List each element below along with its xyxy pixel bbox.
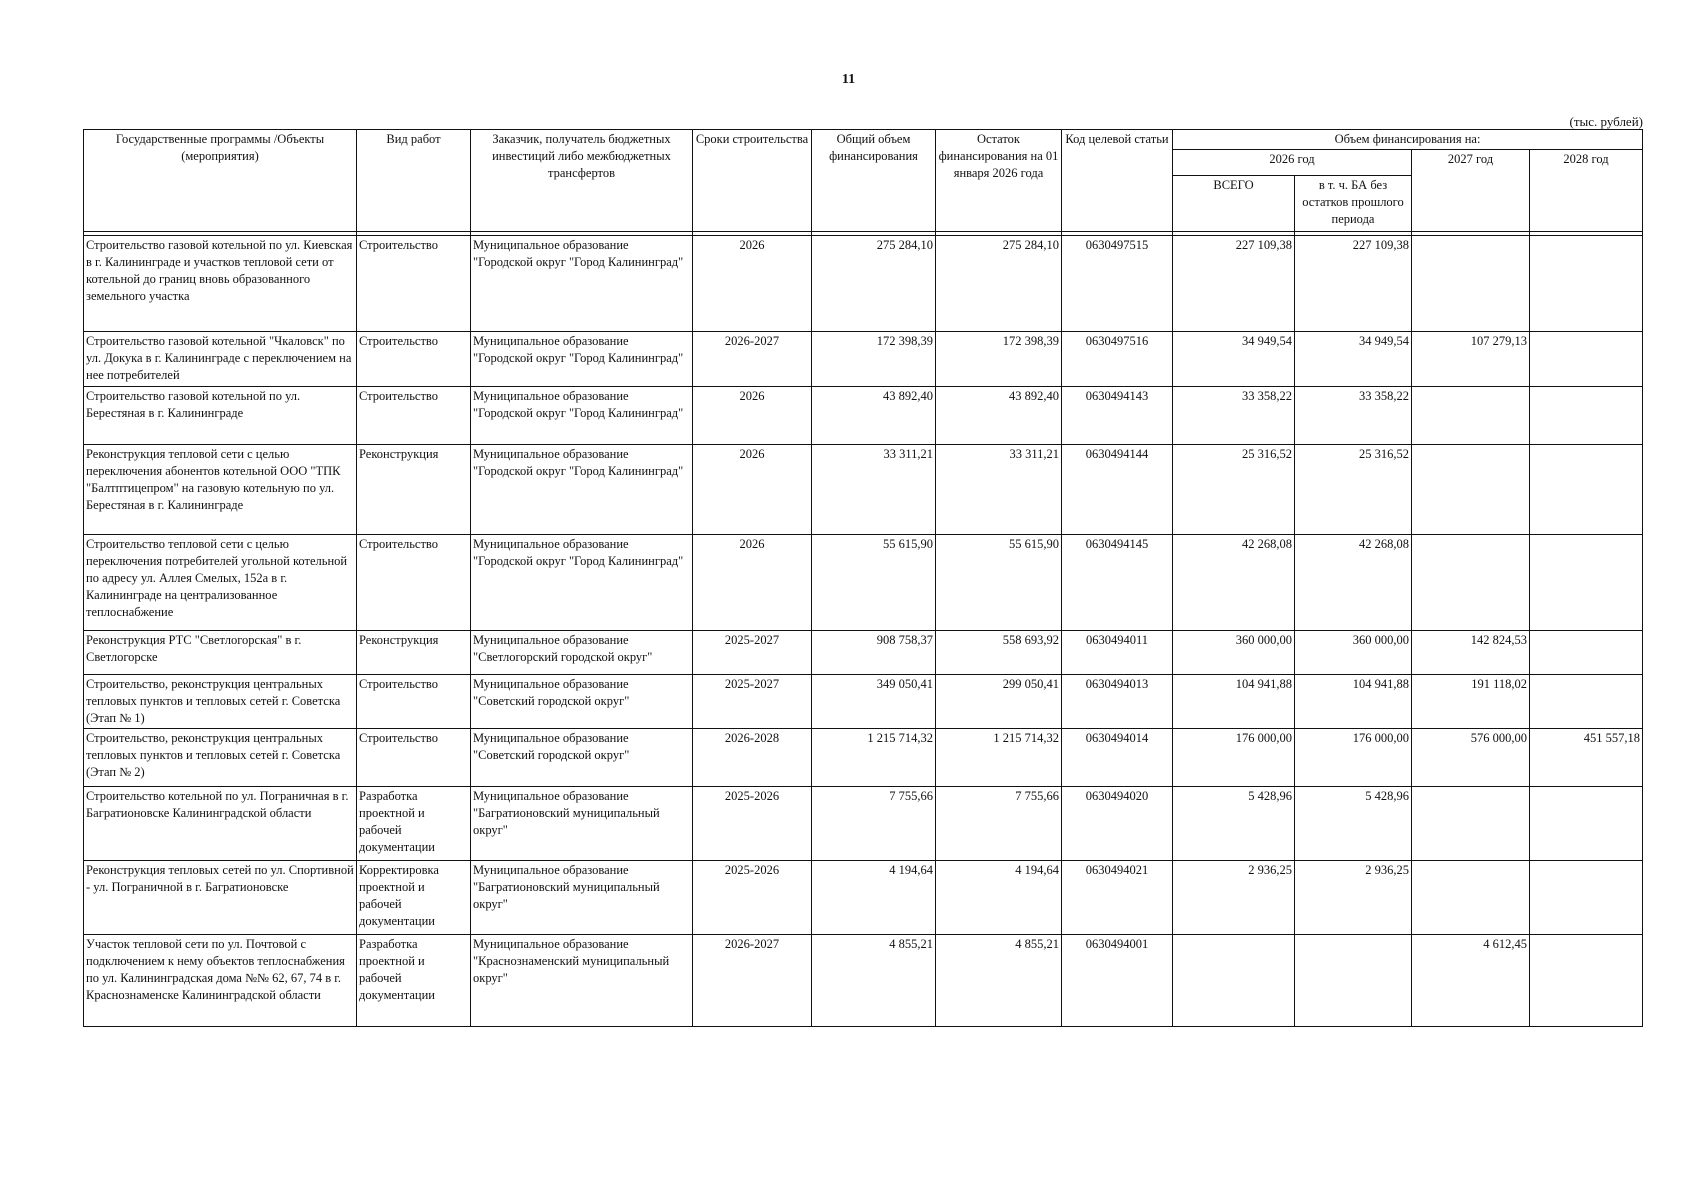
- financing-table: [83, 129, 1643, 1027]
- row-2027: [1412, 236, 1530, 332]
- row-object-name: Строительство, реконструкция центральных тепловых пунктов и тепловых сетей г. Советска (Этап № 2): [84, 729, 357, 787]
- row-2026-total: 176 000,00: [1173, 729, 1295, 787]
- row-object-name: Реконструкция РТС "Светлогорская" в г. Светлогорске: [84, 631, 357, 675]
- row-total: 33 311,21: [812, 445, 936, 535]
- row-code: 0630494020: [1062, 787, 1173, 861]
- row-object-name: Строительство газовой котельной по ул. Берестяная в г. Калининграде: [84, 387, 357, 445]
- row-2026-total: 2 936,25: [1173, 861, 1295, 935]
- row-2026-total: 5 428,96: [1173, 787, 1295, 861]
- row-2026-total: 227 109,38: [1173, 236, 1295, 332]
- table-row: [84, 631, 1643, 675]
- row-customer: Муниципальное образование "Городской округ "Город Калининград": [471, 236, 693, 332]
- row-total: 172 398,39: [812, 332, 936, 387]
- row-term: 2026: [693, 445, 812, 535]
- row-total: 1 215 714,32: [812, 729, 936, 787]
- row-total: 4 855,21: [812, 935, 936, 1027]
- row-2028: [1530, 445, 1643, 535]
- row-2028: [1530, 535, 1643, 631]
- row-object-name: Строительство, реконструкция центральных тепловых пунктов и тепловых сетей г. Советска (Этап № 1): [84, 675, 357, 729]
- row-total: 908 758,37: [812, 631, 936, 675]
- row-term: 2026: [693, 236, 812, 332]
- row-work-type: Корректировка проектной и рабочей документации: [357, 861, 471, 935]
- row-term: 2026-2027: [693, 935, 812, 1027]
- row-2026-total: [1173, 935, 1295, 1027]
- row-term: 2026-2027: [693, 332, 812, 387]
- row-work-type: Строительство: [357, 236, 471, 332]
- row-work-type: Разработка проектной и рабочей документации: [357, 935, 471, 1027]
- row-code: 0630494021: [1062, 861, 1173, 935]
- row-2028: 451 557,18: [1530, 729, 1643, 787]
- row-2026-ba: 42 268,08: [1295, 535, 1412, 631]
- row-total: 55 615,90: [812, 535, 936, 631]
- header-volume: Объем финансирования на:: [1173, 130, 1643, 150]
- header-2026-total: ВСЕГО: [1173, 176, 1295, 232]
- row-2026-ba: 34 949,54: [1295, 332, 1412, 387]
- row-2026-total: 34 949,54: [1173, 332, 1295, 387]
- row-remainder: 55 615,90: [936, 535, 1062, 631]
- row-2026-ba: 33 358,22: [1295, 387, 1412, 445]
- row-2027: [1412, 535, 1530, 631]
- row-customer: Муниципальное образование "Городской округ "Город Калининград": [471, 387, 693, 445]
- row-object-name: Строительство газовой котельной по ул. Киевская в г. Калининграде и участков тепловой сети от котельной до границ вновь образованного земельного участка: [84, 236, 357, 332]
- row-work-type: Строительство: [357, 729, 471, 787]
- row-customer: Муниципальное образование "Советский городской округ": [471, 675, 693, 729]
- row-2026-total: 360 000,00: [1173, 631, 1295, 675]
- row-work-type: Строительство: [357, 387, 471, 445]
- row-term: 2025-2027: [693, 631, 812, 675]
- row-code: 0630497516: [1062, 332, 1173, 387]
- row-work-type: Реконструкция: [357, 631, 471, 675]
- table-row: [84, 935, 1643, 1027]
- row-2026-ba: [1295, 935, 1412, 1027]
- row-object-name: Строительство котельной по ул. Пограничная в г. Багратионовске Калининградской области: [84, 787, 357, 861]
- row-code: 0630494014: [1062, 729, 1173, 787]
- table-row: [84, 729, 1643, 787]
- row-total: 4 194,64: [812, 861, 936, 935]
- header-code: Код целевой статьи: [1062, 130, 1173, 232]
- row-term: 2025-2026: [693, 787, 812, 861]
- row-code: 0630494143: [1062, 387, 1173, 445]
- table-row: [84, 675, 1643, 729]
- row-customer: Муниципальное образование "Советский городской округ": [471, 729, 693, 787]
- row-customer: Муниципальное образование "Городской округ "Город Калининград": [471, 332, 693, 387]
- row-object-name: Строительство газовой котельной "Чкаловск" по ул. Докука в г. Калининграде с переключением на нее потребителей: [84, 332, 357, 387]
- row-code: 0630494011: [1062, 631, 1173, 675]
- row-remainder: 1 215 714,32: [936, 729, 1062, 787]
- page-number: 11: [841, 72, 856, 87]
- row-2028: [1530, 236, 1643, 332]
- table-row: [84, 861, 1643, 935]
- header-year-2026: 2026 год: [1173, 150, 1412, 176]
- row-2028: [1530, 861, 1643, 935]
- row-2027: 142 824,53: [1412, 631, 1530, 675]
- row-remainder: 43 892,40: [936, 387, 1062, 445]
- table-row: [84, 535, 1643, 631]
- row-total: 7 755,66: [812, 787, 936, 861]
- row-2028: [1530, 631, 1643, 675]
- row-total: 43 892,40: [812, 387, 936, 445]
- row-2028: [1530, 787, 1643, 861]
- header-total: Общий объем финансирования: [812, 130, 936, 232]
- row-2026-total: 104 941,88: [1173, 675, 1295, 729]
- row-2027: [1412, 787, 1530, 861]
- row-2028: [1530, 332, 1643, 387]
- row-object-name: Реконструкция тепловой сети с целью переключения абонентов котельной ООО "ТПК "Балтптицепром" на газовую котельную по ул. Берестяная в г. Калининграде: [84, 445, 357, 535]
- row-remainder: 172 398,39: [936, 332, 1062, 387]
- row-customer: Муниципальное образование "Краснознаменский муниципальный округ": [471, 935, 693, 1027]
- row-customer: Муниципальное образование "Светлогорский городской округ": [471, 631, 693, 675]
- row-object-name: Реконструкция тепловых сетей по ул. Спортивной - ул. Пограничной в г. Багратионовске: [84, 861, 357, 935]
- row-2027: 191 118,02: [1412, 675, 1530, 729]
- row-customer: Муниципальное образование "Багратионовский муниципальный округ": [471, 787, 693, 861]
- header-year-2027: 2027 год: [1412, 150, 1530, 232]
- row-2026-total: 33 358,22: [1173, 387, 1295, 445]
- row-total: 275 284,10: [812, 236, 936, 332]
- table-row: [84, 332, 1643, 387]
- row-code: 0630494013: [1062, 675, 1173, 729]
- row-remainder: 275 284,10: [936, 236, 1062, 332]
- row-2028: [1530, 387, 1643, 445]
- row-2026-ba: 227 109,38: [1295, 236, 1412, 332]
- row-2026-total: 42 268,08: [1173, 535, 1295, 631]
- row-2026-ba: 360 000,00: [1295, 631, 1412, 675]
- row-remainder: 299 050,41: [936, 675, 1062, 729]
- header-2026-ba: в т. ч. БА без остатков прошлого периода: [1295, 176, 1412, 232]
- row-total: 349 050,41: [812, 675, 936, 729]
- header-program: Государственные программы /Объекты (мероприятия): [84, 130, 357, 232]
- row-2026-ba: 25 316,52: [1295, 445, 1412, 535]
- row-2027: [1412, 387, 1530, 445]
- row-code: 0630494145: [1062, 535, 1173, 631]
- row-code: 0630494001: [1062, 935, 1173, 1027]
- table-row: [84, 787, 1643, 861]
- row-2027: 576 000,00: [1412, 729, 1530, 787]
- table-row: [84, 236, 1643, 332]
- table-row: [84, 445, 1643, 535]
- row-2027: [1412, 445, 1530, 535]
- row-code: 0630494144: [1062, 445, 1173, 535]
- row-term: 2026: [693, 387, 812, 445]
- row-work-type: Строительство: [357, 332, 471, 387]
- row-term: 2025-2026: [693, 861, 812, 935]
- row-remainder: 4 194,64: [936, 861, 1062, 935]
- row-2028: [1530, 935, 1643, 1027]
- header-remainder: Остаток финансирования на 01 января 2026 года: [936, 130, 1062, 232]
- row-work-type: Строительство: [357, 535, 471, 631]
- row-term: 2026: [693, 535, 812, 631]
- header-year-2028: 2028 год: [1530, 150, 1643, 232]
- row-work-type: Реконструкция: [357, 445, 471, 535]
- row-customer: Муниципальное образование "Городской округ "Город Калининград": [471, 445, 693, 535]
- table-row: [84, 387, 1643, 445]
- row-2027: [1412, 861, 1530, 935]
- row-code: 0630497515: [1062, 236, 1173, 332]
- row-2028: [1530, 675, 1643, 729]
- row-customer: Муниципальное образование "Городской округ "Город Калининград": [471, 535, 693, 631]
- row-term: 2025-2027: [693, 675, 812, 729]
- header-term: Сроки строительства: [693, 130, 812, 232]
- row-2026-ba: 2 936,25: [1295, 861, 1412, 935]
- header-customer: Заказчик, получатель бюджетных инвестиций либо межбюджетных трансфертов: [471, 130, 693, 232]
- row-remainder: 33 311,21: [936, 445, 1062, 535]
- row-work-type: Разработка проектной и рабочей документации: [357, 787, 471, 861]
- header-work-type: Вид работ: [357, 130, 471, 232]
- row-term: 2026-2028: [693, 729, 812, 787]
- row-object-name: Строительство тепловой сети с целью переключения потребителей угольной котельной по адресу ул. Аллея Смелых, 152а в г. Калининграде на централизованное теплоснабжение: [84, 535, 357, 631]
- row-2026-total: 25 316,52: [1173, 445, 1295, 535]
- row-2027: 4 612,45: [1412, 935, 1530, 1027]
- row-remainder: 7 755,66: [936, 787, 1062, 861]
- row-customer: Муниципальное образование "Багратионовский муниципальный округ": [471, 861, 693, 935]
- row-2026-ba: 176 000,00: [1295, 729, 1412, 787]
- row-2027: 107 279,13: [1412, 332, 1530, 387]
- row-2026-ba: 104 941,88: [1295, 675, 1412, 729]
- units-label: (тыс. рублей): [1569, 114, 1643, 129]
- row-2026-ba: 5 428,96: [1295, 787, 1412, 861]
- row-remainder: 558 693,92: [936, 631, 1062, 675]
- row-work-type: Строительство: [357, 675, 471, 729]
- row-remainder: 4 855,21: [936, 935, 1062, 1027]
- row-object-name: Участок тепловой сети по ул. Почтовой с подключением к нему объектов теплоснабжения по ул. Калининградская дома №№ 62, 67, 74 в г. Краснознаменске Калининградской области: [84, 935, 357, 1027]
